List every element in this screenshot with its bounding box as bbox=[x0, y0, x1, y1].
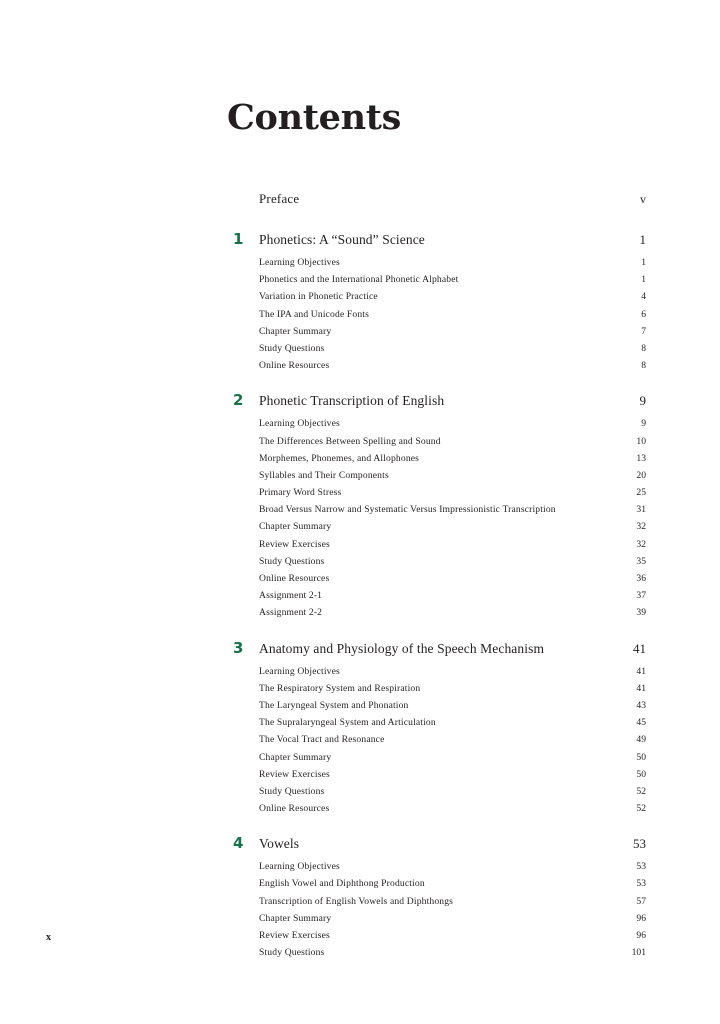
toc-chapter-row[interactable] bbox=[233, 834, 646, 853]
toc-entry-page: 35 bbox=[636, 555, 646, 567]
toc-section-row[interactable] bbox=[259, 323, 646, 340]
toc-entry-label: Morphemes, Phonemes, and Allophones bbox=[259, 452, 420, 464]
toc-section-row[interactable] bbox=[259, 518, 646, 535]
toc-entry-page: 96 bbox=[636, 930, 646, 941]
toc-section-row[interactable] bbox=[259, 714, 646, 731]
toc-entry-label: Broad Versus Narrow and Systematic Versus Impressionistic Transcription bbox=[259, 504, 556, 516]
chapter-page: 53 bbox=[633, 836, 646, 852]
toc-section-row[interactable] bbox=[259, 433, 646, 450]
toc-section-row[interactable] bbox=[259, 587, 646, 604]
toc-entry-page: 31 bbox=[636, 504, 646, 516]
toc-entry-page: 41 bbox=[636, 682, 646, 694]
toc-entry-label: Chapter Summary bbox=[259, 751, 332, 763]
chapter-number: 4 bbox=[233, 834, 244, 853]
toc-entry-label: Chapter Summary bbox=[259, 912, 332, 924]
toc-entry-label: Study Questions bbox=[259, 555, 325, 567]
toc-section-row[interactable] bbox=[259, 450, 646, 467]
chapter-title: Anatomy and Physiology of the Speech Mechanism bbox=[259, 640, 545, 656]
toc-entry-label: Learning Objectives bbox=[259, 418, 340, 430]
toc-section-row[interactable] bbox=[259, 553, 646, 570]
toc-entry-label: Variation in Phonetic Practice bbox=[259, 291, 378, 303]
toc-entry-page: 13 bbox=[636, 452, 646, 464]
toc-section-row[interactable] bbox=[259, 766, 646, 783]
toc-entry-label: The Respiratory System and Respiration bbox=[259, 682, 421, 694]
chapter-list bbox=[233, 230, 646, 961]
toc-section-row[interactable] bbox=[259, 875, 646, 892]
toc-entry-page: 37 bbox=[636, 590, 646, 602]
toc-entry-label: The Differences Between Spelling and Sound bbox=[259, 435, 441, 447]
toc-entry-page: 32 bbox=[636, 521, 646, 533]
toc-entry-page: 1 bbox=[641, 274, 646, 286]
chapter-page: 41 bbox=[633, 640, 646, 656]
toc-entry-page: 25 bbox=[636, 487, 646, 499]
toc-entry-page: 52 bbox=[636, 785, 646, 797]
toc-entry-label: Review Exercises bbox=[259, 768, 330, 780]
toc-entry-label: Learning Objectives bbox=[259, 665, 340, 677]
front-matter-list bbox=[233, 190, 646, 208]
toc-entry-page: 43 bbox=[636, 699, 646, 711]
toc-section-row[interactable] bbox=[259, 536, 646, 553]
toc-entry-page: 53 bbox=[636, 878, 646, 890]
toc-entry-label: Learning Objectives bbox=[259, 861, 340, 873]
toc-section-row[interactable] bbox=[259, 680, 646, 697]
toc-entry-page: 45 bbox=[636, 717, 646, 729]
toc-entry-label: Study Questions bbox=[259, 785, 325, 797]
toc-entry-label: The Vocal Tract and Resonance bbox=[259, 734, 385, 746]
page-title: Contents bbox=[227, 97, 402, 138]
chapter-title: Vowels bbox=[259, 836, 300, 852]
toc-entry-page: 32 bbox=[636, 538, 646, 550]
toc-entry-page: 101 bbox=[631, 947, 646, 959]
toc-section-list bbox=[233, 254, 646, 374]
toc-entry-label: Phonetics and the International Phonetic Alphabet bbox=[259, 274, 459, 286]
toc-entry-page: 53 bbox=[636, 861, 646, 873]
toc-entry-page: 52 bbox=[636, 803, 646, 815]
toc-entry-page: 9 bbox=[641, 418, 646, 430]
toc-entry-page: 57 bbox=[636, 895, 646, 907]
chapter-number: 3 bbox=[233, 638, 244, 657]
toc-entry-label: English Vowel and Diphthong Production bbox=[259, 878, 425, 890]
toc-section-row[interactable] bbox=[259, 800, 646, 817]
toc-entry-page: 49 bbox=[636, 734, 646, 746]
toc-entry-label: The Supralaryngeal System and Articulation bbox=[259, 717, 436, 729]
toc-chapter-block bbox=[233, 230, 646, 374]
toc-entry-page: 8 bbox=[641, 360, 646, 372]
toc-entry-page: 20 bbox=[636, 469, 646, 481]
toc-section-row[interactable] bbox=[259, 271, 646, 288]
toc-chapter-row[interactable] bbox=[233, 230, 646, 249]
toc-entry-label: Transcription of English Vowels and Diphthongs bbox=[259, 895, 454, 907]
toc-section-row[interactable] bbox=[259, 570, 646, 587]
toc-section-list bbox=[233, 858, 646, 961]
toc-entry-label: Chapter Summary bbox=[259, 521, 332, 533]
toc-entry-label: Online Resources bbox=[259, 573, 330, 584]
toc-chapter-block bbox=[233, 391, 646, 621]
toc-chapter-block bbox=[233, 639, 646, 818]
toc-entry-label: Assignment 2-2 bbox=[259, 607, 323, 619]
toc-section-row[interactable] bbox=[259, 484, 646, 501]
toc-entry-page: 10 bbox=[636, 435, 646, 447]
toc-section-row[interactable] bbox=[259, 944, 646, 961]
toc-entry-page: 39 bbox=[636, 607, 646, 619]
toc-entry-page: 8 bbox=[641, 342, 646, 354]
toc-section-row[interactable] bbox=[259, 501, 646, 518]
chapter-page: 9 bbox=[639, 393, 646, 409]
toc-entry-label: The Laryngeal System and Phonation bbox=[259, 699, 409, 711]
toc-entry-page: 41 bbox=[636, 665, 646, 677]
page-folio: x bbox=[46, 932, 52, 943]
toc-section-row[interactable] bbox=[259, 340, 646, 357]
toc-entry-page: v bbox=[640, 192, 646, 206]
toc-entry-label: Review Exercises bbox=[259, 538, 330, 550]
toc-entry-page: 7 bbox=[641, 325, 646, 337]
toc-section-row[interactable] bbox=[259, 731, 646, 748]
toc-section-list bbox=[233, 663, 646, 818]
toc-entry-label: The IPA and Unicode Fonts bbox=[259, 308, 369, 320]
toc-section-row[interactable] bbox=[259, 357, 646, 374]
toc-section-row[interactable] bbox=[259, 927, 646, 944]
toc-entry-label: Preface bbox=[259, 191, 300, 206]
toc-entry-label: Learning Objectives bbox=[259, 257, 340, 268]
toc-section-row[interactable] bbox=[259, 749, 646, 766]
toc-entry-label: Chapter Summary bbox=[259, 325, 332, 337]
toc-entry-label: Assignment 2-1 bbox=[259, 590, 323, 602]
toc-entry-label: Study Questions bbox=[259, 342, 325, 354]
toc-section-row[interactable] bbox=[259, 288, 646, 305]
toc-section-row[interactable] bbox=[259, 783, 646, 800]
toc-section-row[interactable] bbox=[259, 910, 646, 927]
toc-section-row[interactable] bbox=[259, 663, 646, 680]
toc-section-row[interactable] bbox=[259, 306, 646, 323]
toc-section-row[interactable] bbox=[259, 893, 646, 910]
toc-entry-page: 36 bbox=[636, 573, 646, 584]
toc-entry-page: 6 bbox=[641, 308, 646, 320]
toc-entry-label: Review Exercises bbox=[259, 930, 330, 941]
toc-section-row[interactable] bbox=[259, 697, 646, 714]
chapter-title: Phonetics: A “Sound” Science bbox=[259, 232, 425, 247]
toc-section-row[interactable] bbox=[259, 415, 646, 432]
chapter-title: Phonetic Transcription of English bbox=[259, 393, 445, 409]
toc-entry-label: Study Questions bbox=[259, 947, 325, 959]
chapter-page: 1 bbox=[639, 232, 646, 247]
toc-section-row[interactable] bbox=[259, 467, 646, 484]
toc-entry-page: 4 bbox=[641, 291, 646, 303]
toc-front-matter-row[interactable] bbox=[233, 190, 646, 208]
toc-entry-page: 96 bbox=[636, 912, 646, 924]
toc-entry-page: 50 bbox=[636, 751, 646, 763]
chapter-number: 2 bbox=[233, 391, 244, 410]
toc-entry-page: 1 bbox=[641, 257, 646, 268]
toc-section-list bbox=[233, 415, 646, 621]
toc-section-row[interactable] bbox=[259, 254, 646, 271]
toc-section-row[interactable] bbox=[259, 858, 646, 875]
table-of-contents bbox=[233, 190, 646, 978]
toc-chapter-row[interactable] bbox=[233, 639, 646, 658]
toc-entry-label: Online Resources bbox=[259, 360, 330, 372]
toc-section-row[interactable] bbox=[259, 604, 646, 621]
toc-entry-page: 50 bbox=[636, 768, 646, 780]
toc-chapter-block bbox=[233, 834, 646, 961]
toc-entry-label: Syllables and Their Components bbox=[259, 469, 389, 481]
toc-entry-label: Primary Word Stress bbox=[259, 487, 342, 499]
toc-entry-label: Online Resources bbox=[259, 803, 330, 815]
toc-chapter-row[interactable] bbox=[233, 391, 646, 410]
chapter-number: 1 bbox=[233, 230, 244, 248]
